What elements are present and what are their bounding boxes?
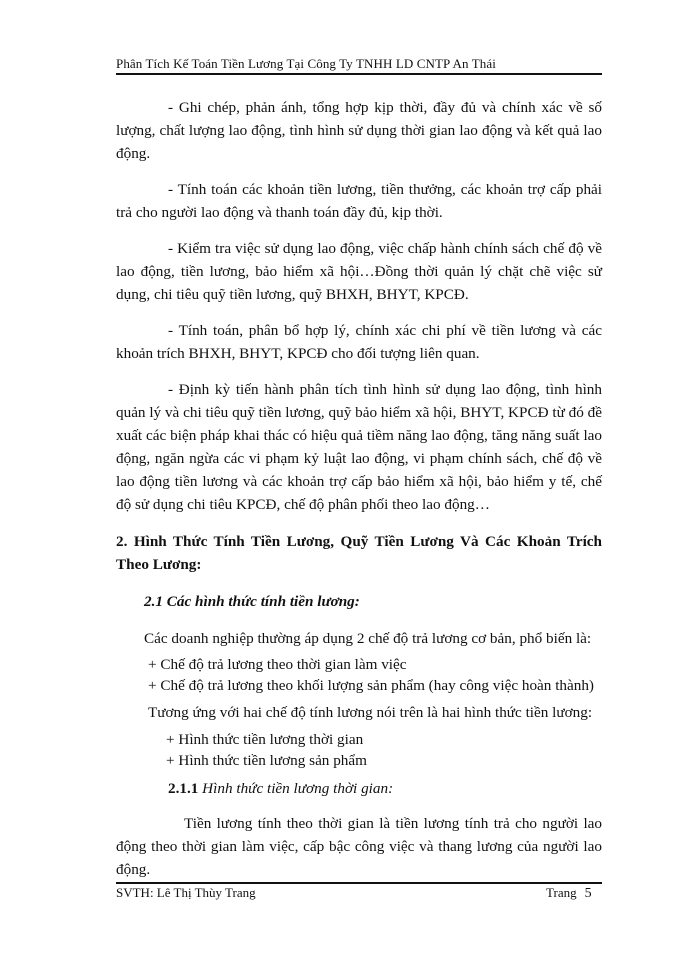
footer-author: SVTH: Lê Thị Thùy Trang (116, 885, 256, 900)
list-item: + Chế độ trả lương theo thời gian làm việc (148, 656, 407, 673)
subsection-heading: 2.1 Các hình thức tính tiền lương: (144, 593, 360, 610)
page-label: Trang (546, 885, 577, 900)
paragraph: - Tính toán, phân bổ hợp lý, chính xác chi phí về tiền lương và các khoản trích BHXH, BHYT, KPCĐ cho đối tượng liên quan. (116, 322, 602, 362)
header-rule (116, 73, 602, 75)
paragraph: - Định kỳ tiến hành phân tích tình hình sử dụng lao động, tình hình quản lý và chi tiêu quỹ tiền lương, quỹ bảo hiểm xã hội, BHYT, KPCĐ từ đó đề xuất các biện pháp khai thác có hiệu quả tiềm năng lao động, tăng năng suất lao động, ngăn ngừa các vi phạm kỷ luật lao động, vi phạm chính sách, chế độ về lao động tiền lương và các khoản trợ cấp bảo hiểm xã hội, bảo hiểm y tế, chế độ sử dụng chi tiêu KPCĐ, chế độ phân phối theo lao động… (116, 381, 602, 513)
list-item: + Hình thức tiền lương thời gian (166, 731, 364, 748)
page-body (116, 96, 602, 881)
page-number: 5 (584, 886, 592, 901)
section-heading: 2. Hình Thức Tính Tiền Lương, Quỹ Tiền Lương Và Các Khoản Trích Theo Lương: (116, 533, 602, 573)
intro-line: Các doanh nghiệp thường áp dụng 2 chế độ trả lương cơ bản, phổ biến là: (144, 630, 592, 647)
running-header: Phân Tích Kế Toán Tiền Lương Tại Công Ty TNHH LD CNTP An Thái (116, 56, 496, 71)
paragraph: - Ghi chép, phản ánh, tổng hợp kịp thời, đầy đủ và chính xác về số lượng, chất lượng lao động, tình hình sử dụng thời gian lao động và kết quả lao động. (116, 99, 602, 162)
paragraph: - Kiểm tra việc sử dụng lao động, việc chấp hành chính sách chế độ về lao động, tiền lương, bảo hiểm xã hội…Đồng thời quản lý chặt chẽ việc sử dụng, chi tiêu quỹ tiền lương, quỹ BHXH, BHYT, KPCĐ. (116, 240, 602, 303)
paragraph: Tiền lương tính theo thời gian là tiền lương tính trả cho người lao động theo thời gian làm việc, cấp bậc công việc và thang lương của người lao động. (116, 815, 602, 878)
list-item: + Hình thức tiền lương sản phẩm (166, 752, 367, 769)
paragraph: - Tính toán các khoản tiền lương, tiền thưởng, các khoản trợ cấp phải trả cho người lao động và thanh toán đầy đủ, kịp thời. (116, 181, 602, 221)
subsubsection-number: 2.1.1 (168, 780, 199, 797)
footer-page (546, 885, 592, 902)
subsubsection-title: Hình thức tiền lương thời gian: (202, 780, 394, 797)
subsubsection-heading (168, 777, 602, 800)
list-item: + Chế độ trả lương theo khối lượng sản phẩm (hay công việc hoàn thành) (148, 677, 594, 694)
corresp-line: Tương ứng với hai chế độ tính lương nói trên là hai hình thức tiền lương: (148, 704, 593, 721)
footer-rule (116, 882, 602, 884)
